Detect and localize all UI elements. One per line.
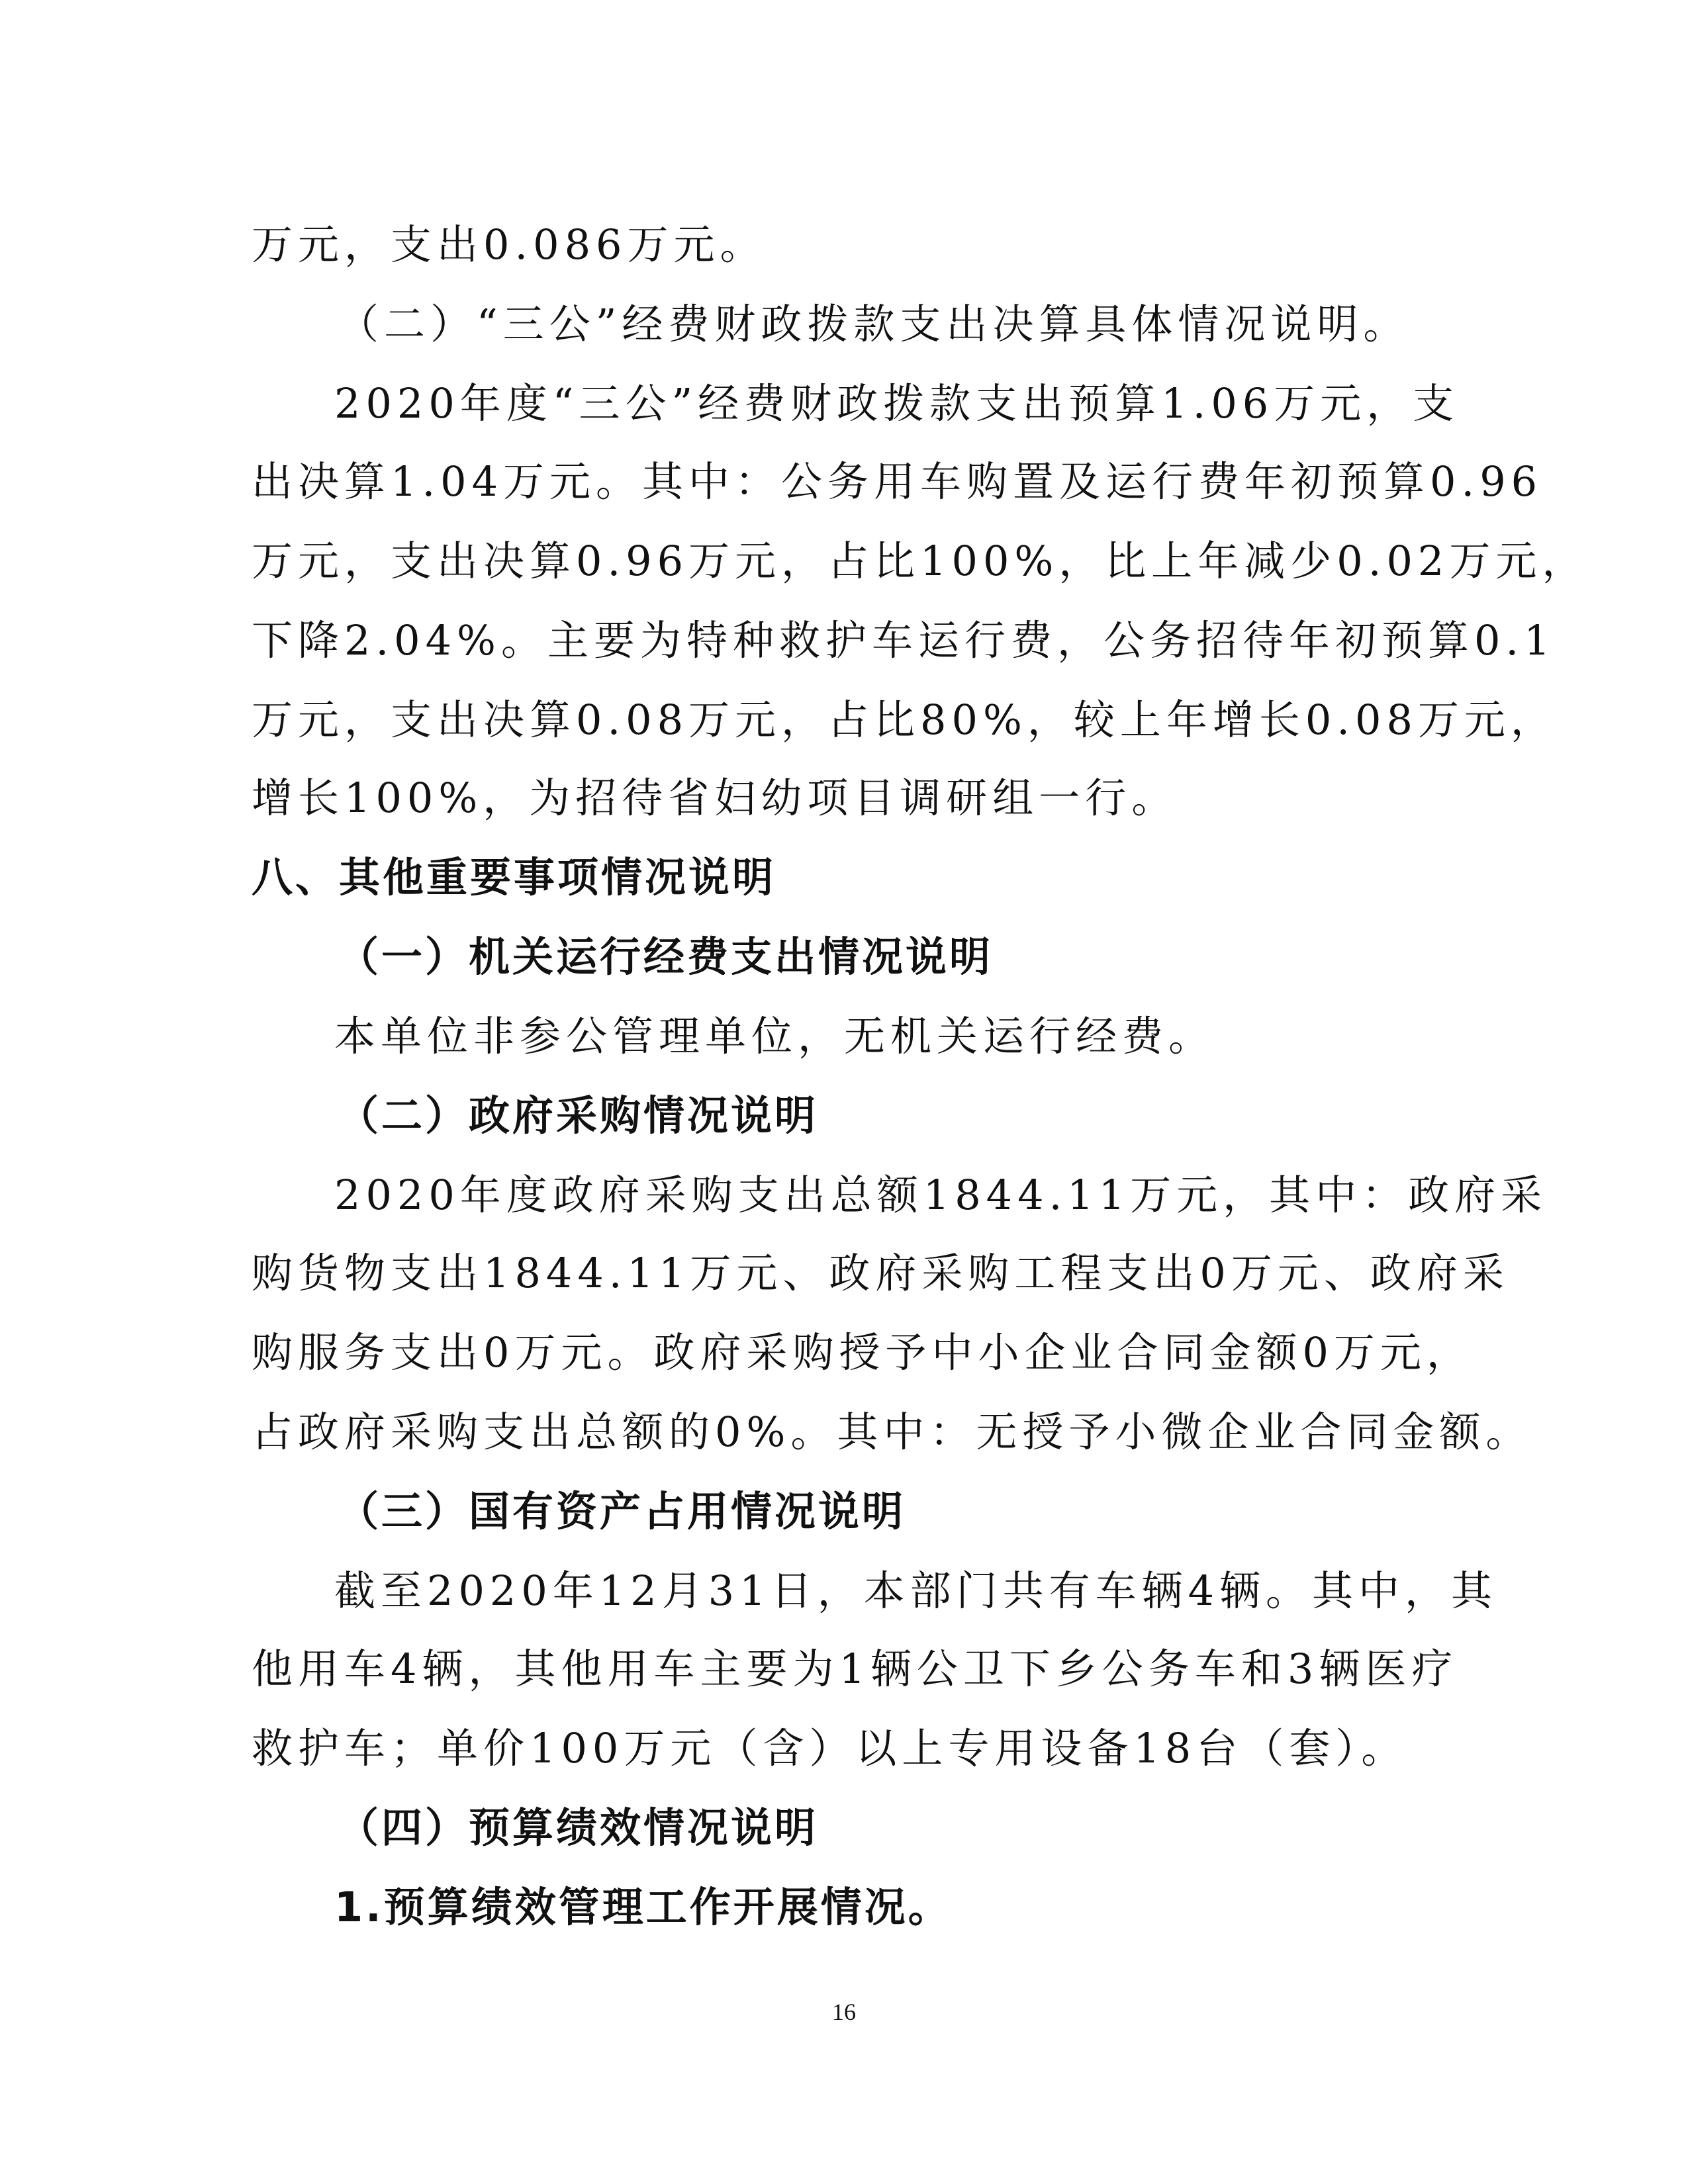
paragraph-line: 2020年度政府采购支出总额1844.11万元，其中：政府采 xyxy=(334,1171,1548,1219)
paragraph-line: 增长100%，为招待省妇幼项目调研组一行。 xyxy=(252,774,1178,822)
paragraph-line: 本单位非参公管理单位，无机关运行经费。 xyxy=(334,1012,1215,1060)
paragraph-line: 出决算1.04万元。其中：公务用车购置及运行费年初预算0.96 xyxy=(252,457,1543,506)
paragraph-line: 万元，支出决算0.08万元，占比80%，较上年增长0.08万元， xyxy=(252,696,1557,744)
paragraph-line: 占政府采购支出总额的0%。其中：无授予小微企业合同金额。 xyxy=(252,1408,1532,1456)
paragraph-line: （二）“三公”经费财政拨款支出决算具体情况说明。 xyxy=(338,300,1410,348)
paragraph-line: 救护车；单价100万元（含）以上专用设备18台（套）。 xyxy=(252,1724,1408,1772)
item-heading: 1.预算绩效管理工作开展情况。 xyxy=(334,1883,952,1931)
section-heading: 八、其他重要事项情况说明 xyxy=(252,853,776,901)
paragraph-line: 截至2020年12月31日，本部门共有车辆4辆。其中，其 xyxy=(334,1567,1498,1615)
subsection-heading: （三）国有资产占用情况说明 xyxy=(338,1487,906,1535)
paragraph-line: 购货物支出1844.11万元、政府采购工程支出0万元、政府采 xyxy=(252,1249,1509,1297)
page-number: 16 xyxy=(832,1999,856,2025)
paragraph-line: 2020年度“三公”经费财政拨款支出预算1.06万元，支 xyxy=(334,379,1460,428)
subsection-heading: （二）政府采购情况说明 xyxy=(338,1091,819,1140)
subsection-heading: （四）预算绩效情况说明 xyxy=(338,1803,819,1852)
paragraph-line: 下降2.04%。主要为特种救护车运行费，公务招待年初预算0.1 xyxy=(252,616,1556,664)
subsection-heading: （一）机关运行经费支出情况说明 xyxy=(338,933,994,981)
paragraph-line: 万元，支出决算0.96万元，占比100%，比上年减少0.02万元， xyxy=(252,537,1589,585)
paragraph-line: 万元，支出0.086万元。 xyxy=(252,220,767,269)
paragraph-line: 购服务支出0万元。政府采购授予中小企业合同金额0万元， xyxy=(252,1328,1473,1377)
paragraph-line: 他用车4辆，其他用车主要为1辆公卫下乡公务车和3辆医疗 xyxy=(252,1645,1458,1693)
